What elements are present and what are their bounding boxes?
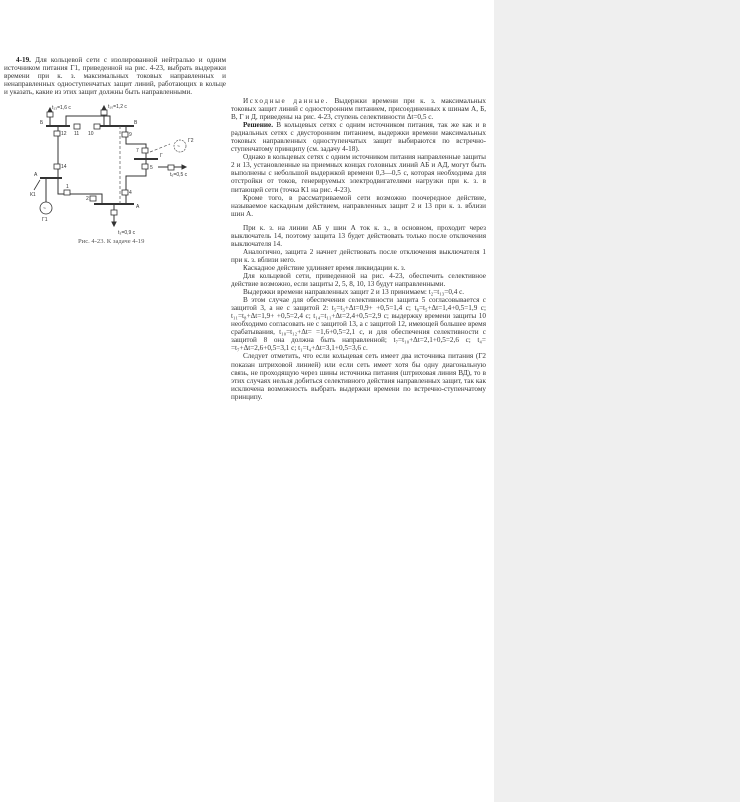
label-9: 9 [129, 132, 132, 138]
label-t3: t₃=0,9 c [118, 230, 136, 236]
bus-label-d: A [136, 204, 140, 210]
solution-text-block [231, 97, 486, 401]
figure-caption: Рис. 4-23. К задаче 4-19 [78, 238, 145, 245]
paragraph-7: Каскадное действие удлиняет время ликвидации к. з. [243, 263, 406, 272]
problem-statement [4, 56, 226, 96]
problem-number: 4-19. [16, 56, 31, 64]
label-g2: Г2 [188, 138, 194, 144]
bus-label-v: В [134, 120, 138, 126]
label-12: 12 [61, 131, 67, 137]
paragraph-8: Для кольцевой сети, приведенной на рис. 4-23, обеспечить селективное действие возможно, если защиты 2, 5, 8, 10, 13 будут направленными. [231, 271, 486, 289]
label-g1: Г1 [42, 217, 48, 223]
bus-label-b: Б [40, 120, 44, 126]
svg-text:~: ~ [177, 144, 180, 150]
label-4: 4 [129, 190, 132, 196]
paragraph-5: При к. з. на линии АБ у шин А ток к. з., в основном, проходит через выключатель 14, поэтому защита 13 будет действовать только после отключения выключателя 14. [231, 223, 486, 248]
gray-side-panel [494, 0, 740, 802]
given-label: Исходные данные. [243, 97, 329, 105]
label-k1: К1 [30, 192, 36, 198]
label-1: 1 [66, 184, 69, 190]
paragraph-10: В этом случае для обеспечения селективности защита 5 согласовывается с защитой 3, а не с защитой 2: t₅=t₃+Δt=0,9+ +0,5=1,4 с; t₈=t₅+Δt=1,4+0,5=1,9 с; t₁₁=t₈+Δt=1,9+ +0,5=2,4 с; t₁₄=t₁₁+Δt=2,4+0,5=2,9 с; выдержку времени защиты 10 необходимо согласовать не с защитой 13, а с защитой 12, имеющей большее время срабатывания, t₁₀=t₁₂+Δt= =1,6+0,5=2,1 с, и для обеспечения селективности с защитой 8 она должна быть направленной; t₇=t₁₀+Δt=2,1+0,5=2,6 с; t₄= =t₇+Δt=2,6+0,5=3,1 с; t₁=t₄+Δt=3,1+0,5=3,6 с. [231, 296, 486, 353]
bus-label-g: Г [160, 153, 163, 159]
solution-label: Решение. [243, 121, 274, 130]
paragraph-11: Следует отметить, что если кольцевая сеть имеет два источника питания (Г2 показан штриховой линией) или если сеть имеет хотя бы одну диагональную связь, не проходящую через шины источника питания (штриховая линия ВД), то в этих случаях нельзя добиться селективного действия направленных защит, так как исключена возможность выбрать выдержки времени по встречно-ступенчатому принципу. [231, 352, 486, 401]
label-2: 2 [86, 196, 89, 202]
solution-text: В кольцевых сетях с одним источником питания, так же как и в радиальных сетях с двусторонним питанием, выдержки времени максимальных токовых направленных одноступенчатых защит выбираются по встречно-ступенчатому принципу (см. задачу 4-18). [231, 121, 487, 154]
label-t13: t₁₃=1,6 c [52, 105, 71, 111]
paragraph-6: Аналогично, защита 2 начнет действовать после отключения выключателя 1 при к. з. вблизи него. [231, 247, 486, 264]
label-11: 11 [74, 131, 80, 137]
paragraph-9: Выдержки времени направленных защит 2 и 13 принимаем: t₂=t₁₃=0,4 с. [243, 288, 465, 297]
label-7: 7 [136, 148, 139, 154]
problem-text: Для кольцевой сети с изолированной нейтралью и одним источником питания Г1, приведенной на рис. 4-23, выбрать выдержки времени при к. з. максимальных токовых направленных и ненаправленных одноступенчатых защит линий, работающих в кольце и указать, какие из этих защит должны быть направленными. [4, 56, 227, 97]
svg-text:~: ~ [43, 206, 46, 212]
label-t10: t₁₀=1,2 c [108, 104, 127, 110]
label-t6: t₆=0,5 c [170, 172, 188, 178]
paragraph-4: Кроме того, в рассматриваемой сети возможно поочередное действие, называемое каскадным действием, направленных защит 2 и 13 при к. з. вблизи шин А. [231, 193, 486, 218]
bus-label-a: А [34, 172, 38, 178]
label-5: 5 [150, 165, 153, 171]
label-10: 10 [88, 131, 94, 137]
paragraph-3: Однако в кольцевых сетях с одним источником питания направленные защиты 2 и 13, установленные на приемных концах головных линий АБ и АД, могут быть выполнены с небольшой выдержкой времени 0,3—0,5 с, которая необходима для отстройки от токов, генерируемых электродвигателями нагрузки при к. з. в питающей сети (точка К1 на рис. 4-23). [231, 153, 486, 194]
given-text: Выдержки времени при к. з. максимальных токовых защит линий с односторонним питанием, присоединенных к шинам А, Б, В, Г и Д, приведены на рис. 4-23, ступень селективности Δt=0,5 с. [231, 97, 486, 122]
label-14: 14 [61, 164, 67, 170]
ring-network-diagram [30, 104, 210, 238]
